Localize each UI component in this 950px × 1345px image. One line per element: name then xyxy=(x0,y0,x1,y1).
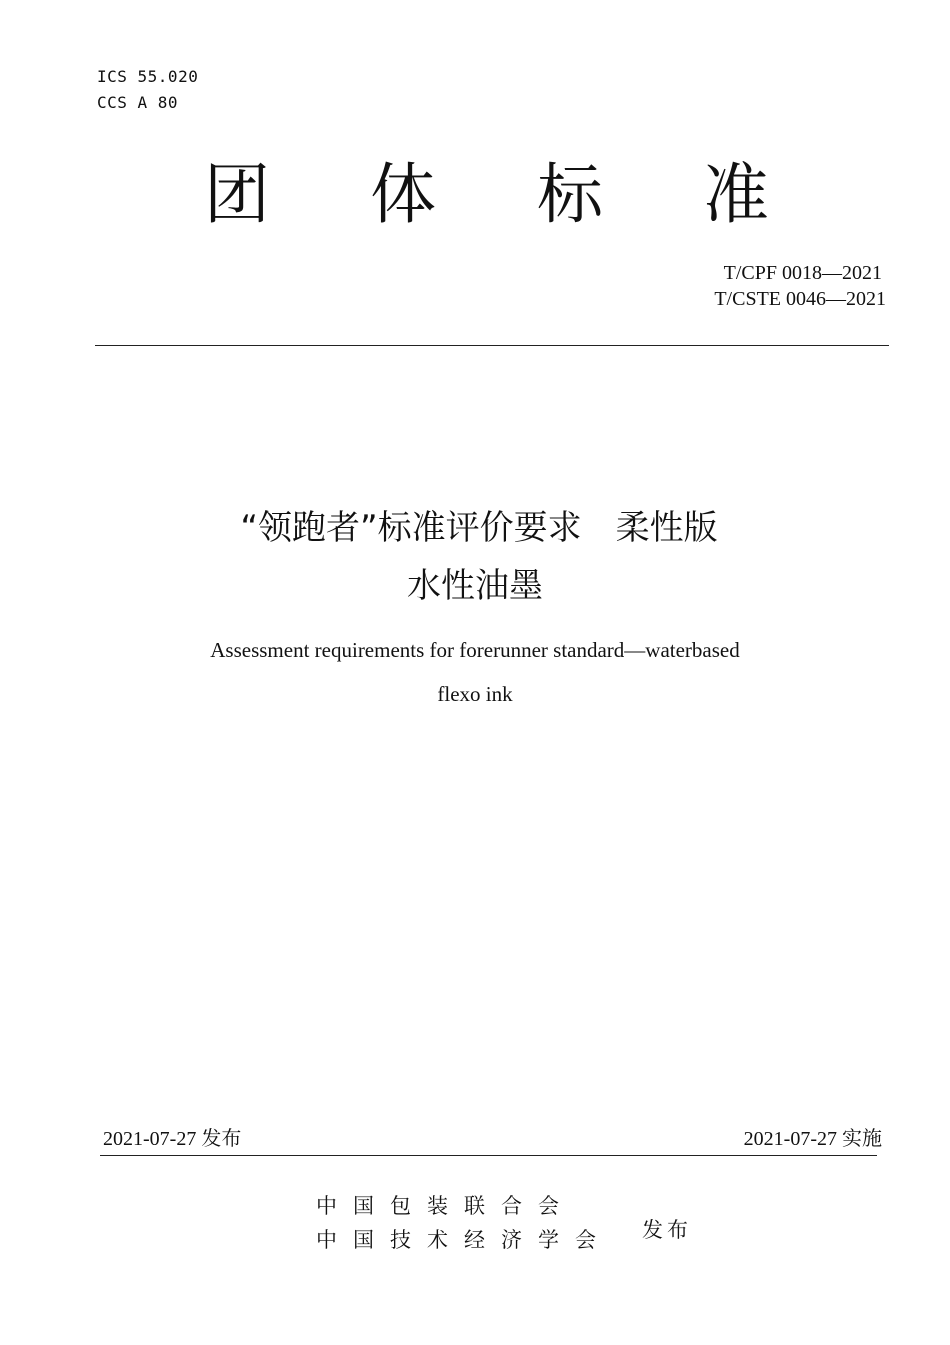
implementation-date-block xyxy=(744,1122,882,1151)
publisher-org-1: 中国包装联合会 xyxy=(316,1194,575,1218)
doc-type-char-4: 准 xyxy=(703,156,769,233)
issue-date-block xyxy=(103,1122,241,1151)
doc-type-char-3: 标 xyxy=(537,156,603,233)
ics-code: ICS 55.020 xyxy=(97,67,199,86)
implementation-label: 实施 xyxy=(842,1126,882,1150)
implementation-date: 2021-07-27 xyxy=(743,1128,837,1150)
title-english-line-1: Assessment requirements for forerunner standard—waterbased xyxy=(210,638,740,662)
standard-code-secondary: T/CSTE 0046—2021 xyxy=(714,288,886,310)
issue-label: 发布 xyxy=(201,1126,242,1150)
title-english-line-2: flexo ink xyxy=(437,682,513,706)
issue-date: 2021-07-27 xyxy=(103,1128,197,1150)
title-chinese-line-1: “领跑者”标准评价要求 柔性版 xyxy=(240,508,718,548)
standard-code-primary: T/CPF 0018—2021 xyxy=(723,262,882,284)
publish-label: 发布 xyxy=(642,1218,692,1242)
header-divider xyxy=(95,345,889,346)
footer-divider xyxy=(100,1155,877,1156)
doc-type-char-2: 体 xyxy=(370,156,436,233)
publisher-org-2: 中国技术经济学会 xyxy=(316,1228,612,1252)
document-type-heading xyxy=(0,150,950,240)
title-chinese-line-2: 水性油墨 xyxy=(407,566,543,606)
ccs-code: CCS A 80 xyxy=(97,93,179,112)
doc-type-char-1: 团 xyxy=(204,156,270,233)
